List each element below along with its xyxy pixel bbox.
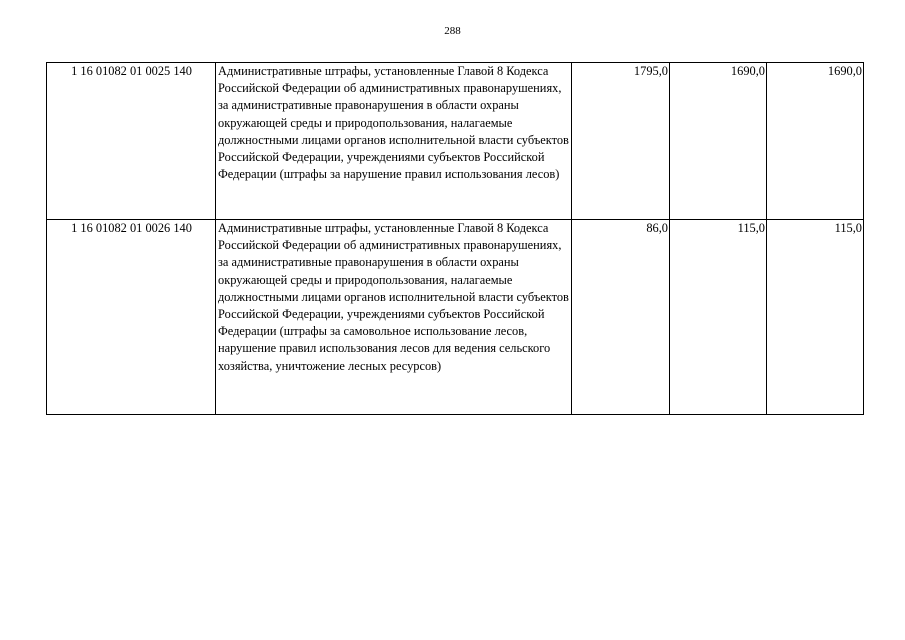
budget-revenue-table xyxy=(46,62,864,415)
table-row xyxy=(47,220,864,415)
budget-classification-code: 1 16 01082 01 0026 140 xyxy=(47,220,216,415)
amount-year-1: 1795,0 xyxy=(572,63,670,220)
revenue-description: Административные штрафы, установленные Главой 8 Кодекса Российской Федерации об административных правонарушениях, за административные правонарушения в области охраны окружающей среды и природопользования, налагаемые должностными лицами органов исполнительной власти субъектов Российской Федерации, учреждениями субъектов Российской Федерации (штрафы за самовольное использование лесов, нарушение правил использования лесов для ведения сельского хозяйства, уничтожение лесных ресурсов) xyxy=(216,220,572,415)
page-number: 288 xyxy=(444,25,461,37)
amount-year-3: 1690,0 xyxy=(767,63,864,220)
table-row xyxy=(47,63,864,220)
amount-year-2: 1690,0 xyxy=(670,63,767,220)
amount-year-1: 86,0 xyxy=(572,220,670,415)
amount-year-3: 115,0 xyxy=(767,220,864,415)
budget-classification-code: 1 16 01082 01 0025 140 xyxy=(47,63,216,220)
revenue-description: Административные штрафы, установленные Главой 8 Кодекса Российской Федерации об административных правонарушениях, за административные правонарушения в области охраны окружающей среды и природопользования, налагаемые должностными лицами органов исполнительной власти субъектов Российской Федерации, учреждениями субъектов Российской Федерации (штрафы за нарушение правил использования лесов) xyxy=(216,63,572,220)
amount-year-2: 115,0 xyxy=(670,220,767,415)
